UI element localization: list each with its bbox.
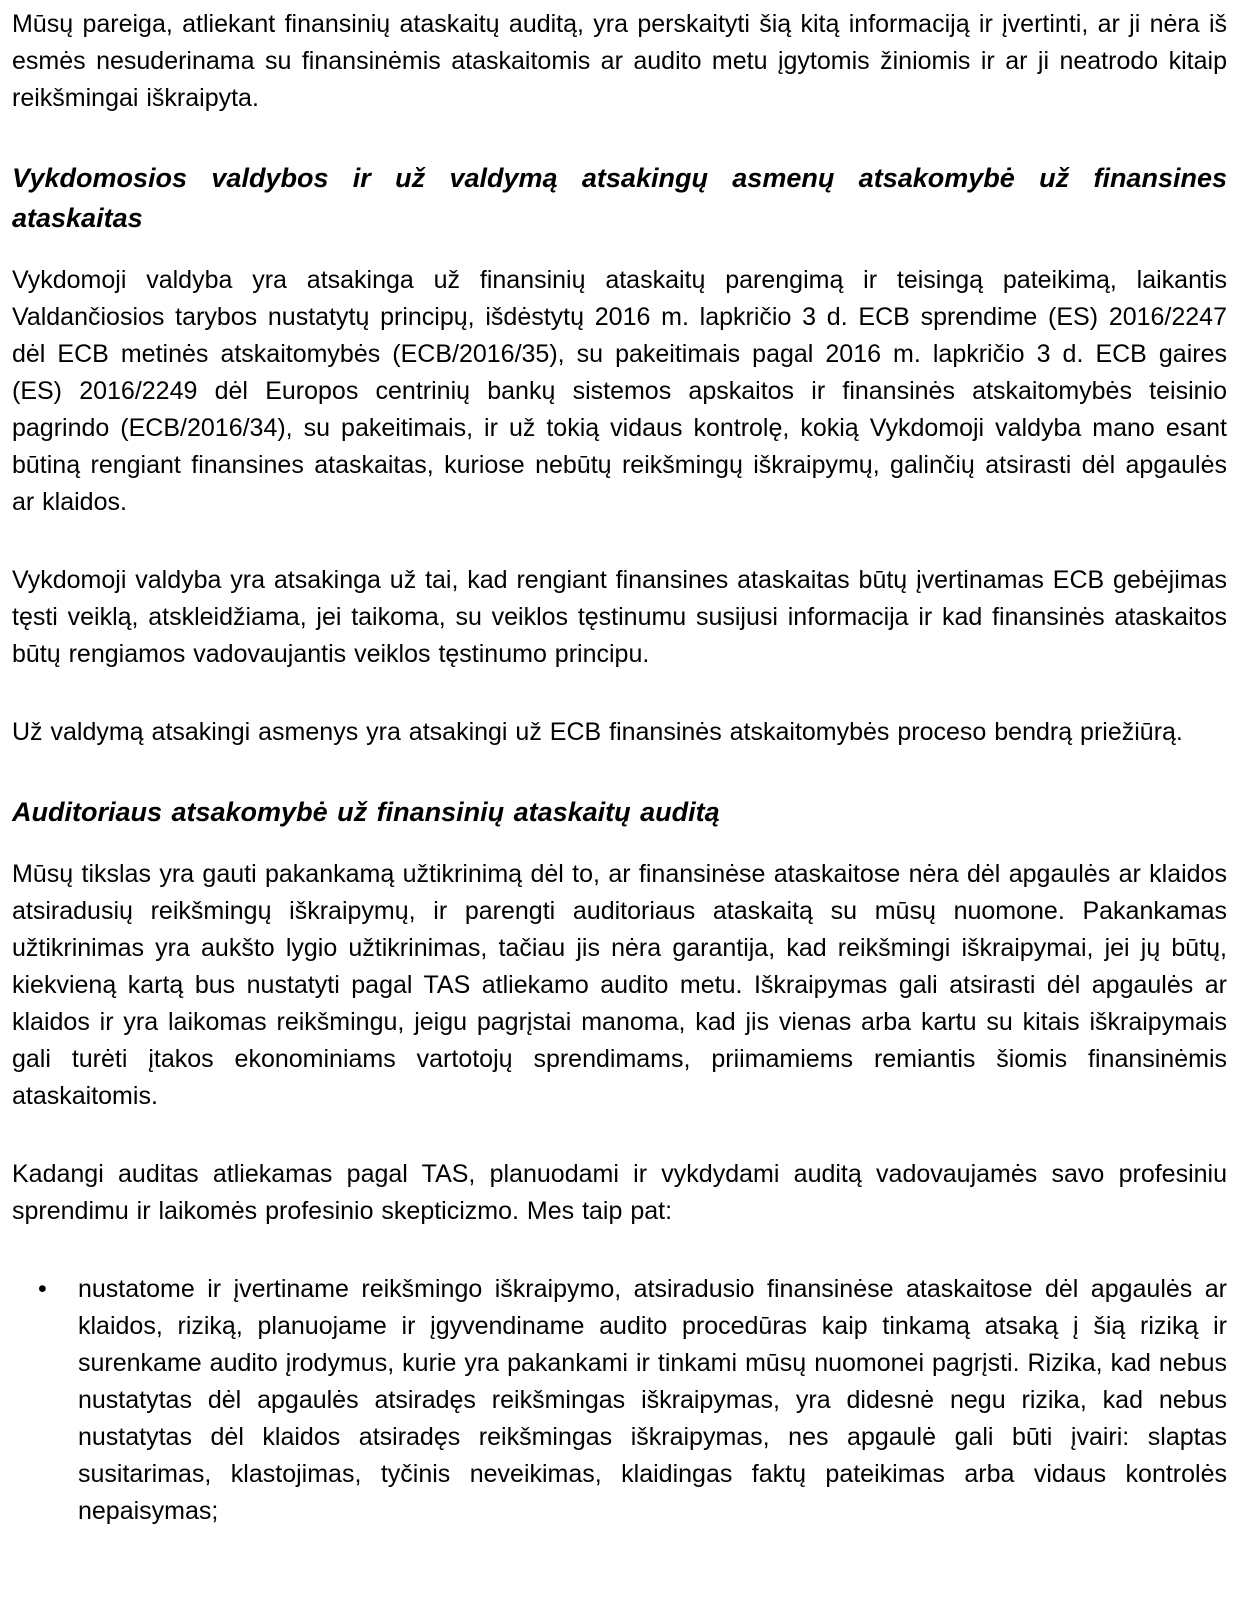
- bullet-text-risk-assessment: nustatome ir įvertiname reikšmingo iškraipymo, atsiradusio finansinėse ataskaitose dėl apgaulės ar klaidos, riziką, planuojame ir įgyvendiname audito procedūras kaip tinkamą atsaką į šią riziką ir surenkame audito įrodymus, kurie yra pakankami ir tinkami mūsų nuomonei pagrįsti. Rizika, kad nebus nustatytas dėl apgaulės atsiradęs reikšmingas iškraipymas, yra didesnė negu rizika, kad nebus nustatytas dėl klaidos atsiradęs reikšmingas iškraipymas, nes apgaulė gali būti įvairi: slaptas susitarimas, klastojimas, tyčinis neveikimas, klaidingas faktų pateikimas arba vidaus kontrolės nepaisymas;: [78, 1275, 1227, 1525]
- paragraph-other-information-duty: Mūsų pareiga, atliekant finansinių ataskaitų auditą, yra perskaityti šią kitą informaciją ir įvertinti, ar ji nėra iš esmės nesuderinama su finansinėmis ataskaitomis ar audito metu įgytomis žiniomis ir ar ji neatrodo kitaip reikšmingai iškraipyta.: [12, 10, 1227, 112]
- paragraph-going-concern-responsibility: Vykdomoji valdyba yra atsakinga už tai, kad rengiant finansines ataskaitas būtų įvertinamas ECB gebėjimas tęsti veiklą, atskleidžiama, jei taikoma, su veiklos tęstinumu susijusi informacija ir kad finansinės ataskaitos būtų rengiamos vadovaujantis veiklos tęstinumo principu.: [12, 566, 1227, 668]
- paragraph-audit-approach-intro: Kadangi auditas atliekamas pagal TAS, planuodami ir vykdydami auditą vadovaujamės savo profesiniu sprendimu ir laikomės profesinio skepticizmo. Mes taip pat:: [12, 1160, 1227, 1225]
- section-heading-auditor-responsibility: Auditoriaus atsakomybė už finansinių ataskaitų auditą: [12, 797, 720, 827]
- bullet-marker: •: [38, 1275, 47, 1303]
- paragraph-governance-oversight: Už valdymą atsakingi asmenys yra atsakingi už ECB finansinės atskaitomybės proceso bendrą priežiūrą.: [12, 718, 1183, 746]
- paragraph-executive-board-responsibility: Vykdomoji valdyba yra atsakinga už finansinių ataskaitų parengimą ir teisingą pateikimą, laikantis Valdančiosios tarybos nustatytų principų, išdėstytų 2016 m. lapkričio 3 d. ECB sprendime (ES) 2016/2247 dėl ECB metinės atskaitomybės (ECB/2016/35), su pakeitimais pagal 2016 m. lapkričio 3 d. ECB gaires (ES) 2016/2249 dėl Europos centrinių bankų sistemos apskaitos ir finansinės atskaitomybės teisinio pagrindo (ECB/2016/34), su pakeitimais, ir už tokią vidaus kontrolę, kokią Vykdomoji valdyba mano esant būtiną rengiant finansines ataskaitas, kuriose nebūtų reikšmingų iškraipymų, galinčių atsirasti dėl apgaulės ar klaidos.: [12, 266, 1227, 516]
- section-heading-management-responsibility: Vykdomosios valdybos ir už valdymą atsakingų asmenų atsakomybė už finansines ataskaitas: [12, 163, 1227, 233]
- paragraph-auditor-objective: Mūsų tikslas yra gauti pakankamą užtikrinimą dėl to, ar finansinėse ataskaitose nėra dėl apgaulės ar klaidos atsiradusių reikšmingų iškraipymų, ir parengti auditoriaus ataskaitą su mūsų nuomone. Pakankamas užtikrinimas yra aukšto lygio užtikrinimas, tačiau jis nėra garantija, kad reikšmingi iškraipymai, jei jų būtų, kiekvieną kartą bus nustatyti pagal TAS atliekamo audito metu. Iškraipymas gali atsirasti dėl apgaulės ar klaidos ir yra laikomas reikšmingu, jeigu pagrįstai manoma, kad jis vienas arba kartu su kitais iškraipymais gali turėti įtakos ekonominiams vartotojų sprendimams, priimamiems remiantis šiomis finansinėmis ataskaitomis.: [12, 860, 1227, 1110]
- bullet-item: [12, 1271, 1227, 1530]
